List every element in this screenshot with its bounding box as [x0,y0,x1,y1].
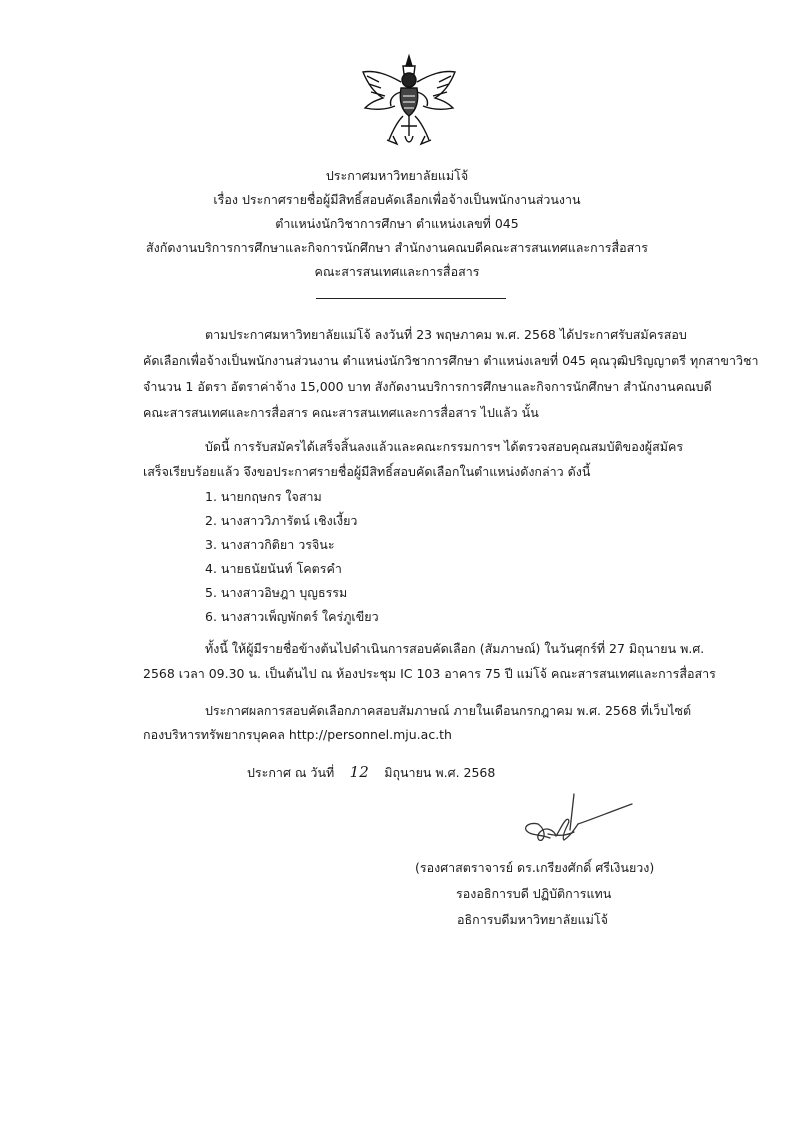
list-item: 2. นางสาววิภารัตน์ เชิงเงี้ยว [205,513,358,528]
paragraph-1-line-4: คณะสารสนเทศและการสื่อสาร คณะสารสนเทศและการสื่อสาร ไปแล้ว นั้น [143,405,539,420]
handwritten-signature [500,790,640,850]
list-item: 6. นางสาวเพ็ญพักตร์ ใคร่ภูเขียว [205,609,379,624]
date-suffix: มิถุนายน พ.ศ. 2568 [384,765,496,780]
date-line [247,763,495,783]
position-line: ตำแหน่งนักวิชาการศึกษา ตำแหน่งเลขที่ 045 [275,216,519,231]
paragraph-1-line-2: คัดเลือกเพื่อจ้างเป็นพนักงานส่วนงาน ตำแหน่งนักวิชาการศึกษา ตำแหน่งเลขที่ 045 คุณวุฒิปริญญาตรี ทุกสาขาวิชา [143,353,759,368]
date-day: 12 [349,763,369,781]
signatory-title-1: รองอธิการบดี ปฏิบัติการแทน [456,886,612,901]
document-title: ประกาศมหาวิทยาลัยแม่โจ้ [325,168,469,183]
unit-line: สังกัดงานบริการการศึกษาและกิจการนักศึกษา สำนักงานคณบดีคณะสารสนเทศและการสื่อสาร [146,240,648,255]
paragraph-3-line-1: ทั้งนี้ ให้ผู้มีรายชื่อข้างต้นไปดำเนินการสอบคัดเลือก (สัมภาษณ์) ในวันศุกร์ที่ 27 มิถุนายน พ.ศ. [205,641,705,656]
signatory-name: (รองศาสตราจารย์ ดร.เกรียงศักดิ์ ศรีเงินยวง) [415,860,655,875]
subject-line: เรื่อง ประกาศรายชื่อผู้มีสิทธิ์สอบคัดเลือกเพื่อจ้างเป็นพนักงานส่วนงาน [213,192,581,207]
garuda-emblem-icon [357,52,462,150]
list-item: 4. นายธนัยนันท์ โคตรคำ [205,561,342,576]
paragraph-1-line-3: จำนวน 1 อัตรา อัตราค่าจ้าง 15,000 บาท สังกัดงานบริการการศึกษาและกิจการนักศึกษา สำนักงานคณบดี [143,379,712,394]
header-divider [316,298,506,299]
date-prefix: ประกาศ ณ วันที่ [247,765,335,780]
list-item: 3. นางสาวกิติยา วรจินะ [205,537,335,552]
paragraph-1-line-1: ตามประกาศมหาวิทยาลัยแม่โจ้ ลงวันที่ 23 พฤษภาคม พ.ศ. 2568 ได้ประกาศรับสมัครสอบ [205,327,687,342]
paragraph-2-line-2: เสร็จเรียบร้อยแล้ว จึงขอประกาศรายชื่อผู้มีสิทธิ์สอบคัดเลือกในตำแหน่งดังกล่าว ดังนี้ [143,464,591,479]
signatory-title-2: อธิการบดีมหาวิทยาลัยแม่โจ้ [457,912,608,927]
paragraph-4-line-1: ประกาศผลการสอบคัดเลือกภาคสอบสัมภาษณ์ ภายในเดือนกรกฎาคม พ.ศ. 2568 ที่เว็บไซต์ [205,703,692,718]
paragraph-2-line-1: บัดนี้ การรับสมัครได้เสร็จสิ้นลงแล้วและคณะกรรมการฯ ได้ตรวจสอบคุณสมบัติของผู้สมัคร [205,439,684,454]
list-item: 5. นางสาวอิษฎา บุญธรรม [205,585,348,600]
faculty-line: คณะสารสนเทศและการสื่อสาร [314,264,480,279]
paragraph-4-line-2: กองบริหารทรัพยากรบุคคล http://personnel.mju.ac.th [143,727,452,742]
paragraph-3-line-2: 2568 เวลา 09.30 น. เป็นต้นไป ณ ห้องประชุม IC 103 อาคาร 75 ปี แม่โจ้ คณะสารสนเทศและการสื่อสาร [143,666,716,681]
list-item: 1. นายกฤษกร ใจสาม [205,489,322,504]
